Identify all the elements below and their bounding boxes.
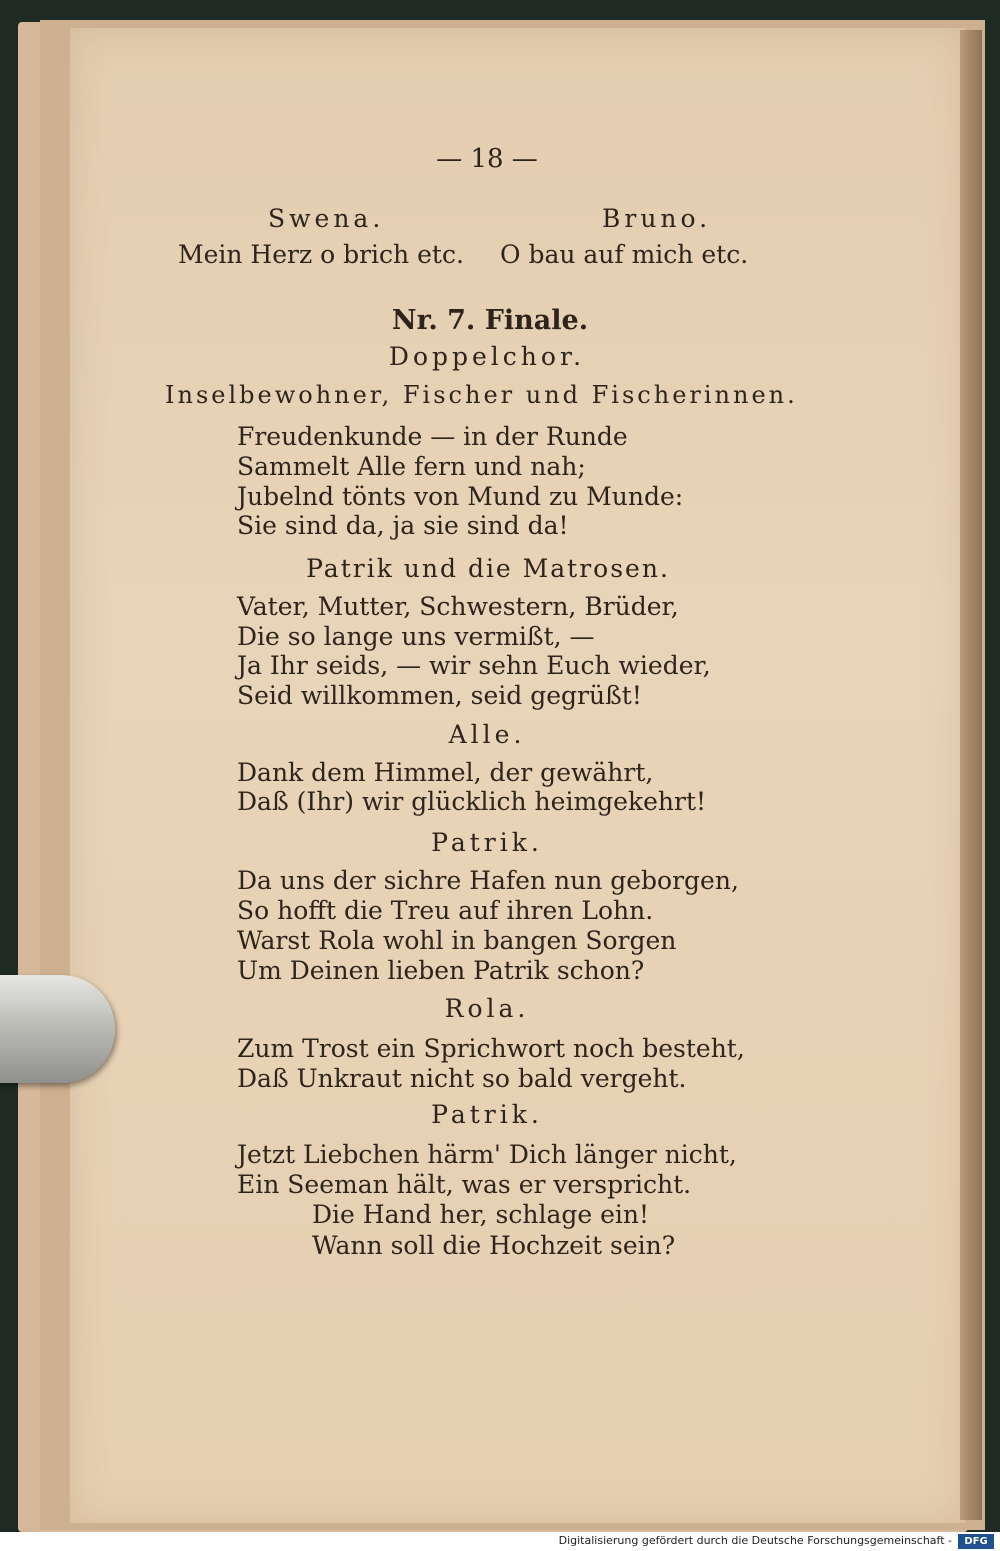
book-spine xyxy=(960,30,982,1520)
verse-line: Freudenkunde — in der Runde xyxy=(237,422,628,451)
verse-line: Ein Seeman hält, was er verspricht. xyxy=(237,1170,692,1199)
speaker-heading: Patrik und die Matrosen. xyxy=(306,554,670,583)
verse-line: Jetzt Liebchen härm' Dich länger nicht, xyxy=(237,1140,737,1169)
bruno-line: O bau auf mich etc. xyxy=(500,240,749,269)
verse-line: Daß Unkraut nicht so bald vergeht. xyxy=(237,1064,687,1093)
page-clip xyxy=(0,975,115,1083)
verse-line: Um Deinen lieben Patrik schon? xyxy=(237,956,645,985)
verse-line: Daß (Ihr) wir glücklich heimgekehrt! xyxy=(237,787,707,816)
speaker-heading: Alle. xyxy=(448,720,526,749)
verse-line: So hofft die Treu auf ihren Lohn. xyxy=(237,896,654,925)
verse-line: Warst Rola wohl in bangen Sorgen xyxy=(237,926,677,955)
verse-line: Vater, Mutter, Schwestern, Brüder, xyxy=(237,592,679,621)
swena-line: Mein Herz o brich etc. xyxy=(178,240,464,269)
verse-line: Dank dem Himmel, der gewährt, xyxy=(237,758,654,787)
verse-line: Jubelnd tönts von Mund zu Munde: xyxy=(237,482,684,511)
speaker-heading: Rola. xyxy=(444,994,530,1023)
verse-line: Da uns der sichre Hafen nun geborgen, xyxy=(237,866,739,895)
verse-line: Sammelt Alle fern und nah; xyxy=(237,452,586,481)
verse-line: Die Hand her, schlage ein! xyxy=(312,1200,650,1229)
verse-line: Wann soll die Hochzeit sein? xyxy=(312,1231,676,1260)
dfg-logo: DFG xyxy=(958,1534,994,1549)
subtitle-doppelchor: Doppelchor. xyxy=(388,342,586,371)
page-number: — 18 — xyxy=(436,144,538,174)
verse-line: Sie sind da, ja sie sind da! xyxy=(237,511,569,540)
speaker-heading: Patrik. xyxy=(431,828,543,857)
footer-bar xyxy=(0,1532,1000,1551)
verse-line: Ja Ihr seids, — wir sehn Euch wieder, xyxy=(237,651,711,680)
footer-credit: Digitalisierung gefördert durch die Deutsche Forschungsgemeinschaft - xyxy=(558,1534,952,1547)
section-title: Nr. 7. Finale. xyxy=(391,305,589,336)
verse-line: Zum Trost ein Sprichwort noch besteht, xyxy=(237,1034,745,1063)
cast-line: Inselbewohner, Fischer und Fischerinnen. xyxy=(165,381,798,409)
speaker-swena: Swena. xyxy=(268,204,385,233)
speaker-bruno: Bruno. xyxy=(602,204,712,233)
verse-line: Die so lange uns vermißt, — xyxy=(237,622,595,651)
verse-line: Seid willkommen, seid gegrüßt! xyxy=(237,681,642,710)
speaker-heading: Patrik. xyxy=(431,1100,543,1129)
